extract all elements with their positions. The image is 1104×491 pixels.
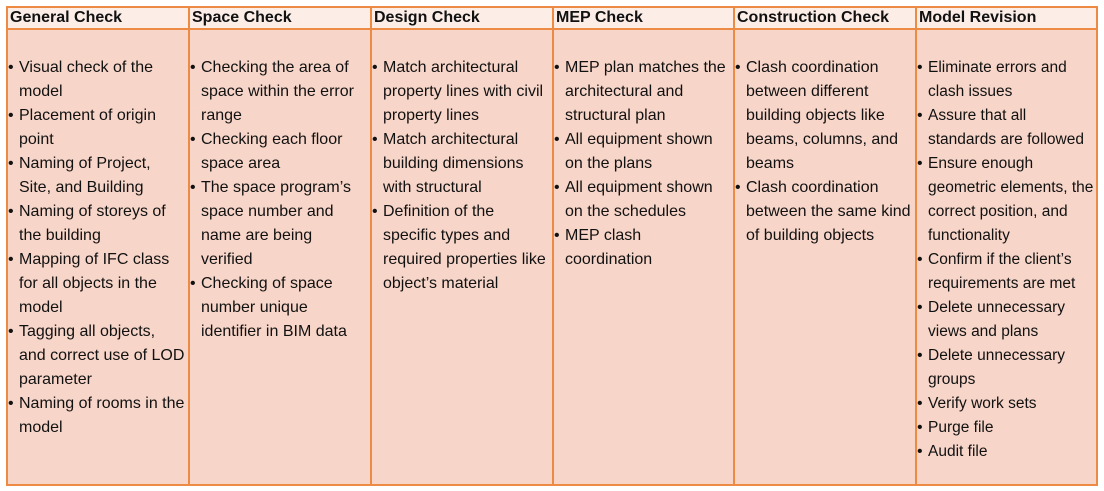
checklist-mep-check [554, 56, 731, 272]
checklist-item: • Match architectural building dimensions with structural [372, 128, 550, 200]
checklist-item: • Delete unnecessary groups [917, 344, 1094, 392]
checklist-item: • Audit file [917, 440, 1094, 464]
column-header-design-check: Design Check [372, 8, 552, 30]
checklist-item: • Eliminate errors and clash issues [917, 56, 1094, 104]
column-space-check [190, 8, 372, 484]
checklist-general-check [8, 56, 186, 440]
column-body-design-check [372, 30, 552, 484]
column-mep-check [554, 8, 735, 484]
checklist-item: • Ensure enough geometric elements, the correct position, and functionality [917, 152, 1094, 248]
column-body-construction-check [735, 30, 915, 484]
checklist-item: • Checking the area of space within the error range [190, 56, 368, 128]
checklist-item: • Definition of the specific types and required properties like object’s material [372, 200, 550, 296]
column-body-space-check [190, 30, 370, 484]
checklist-item: • Clash coordination between the same kind of building objects [735, 176, 913, 248]
check-table [6, 6, 1098, 486]
checklist-item: • All equipment shown on the plans [554, 128, 731, 176]
column-general-check [8, 8, 190, 484]
checklist-item: • Placement of origin point [8, 104, 186, 152]
column-header-general-check: General Check [8, 8, 188, 30]
checklist-item: • Checking of space number unique identifier in BIM data [190, 272, 368, 344]
column-construction-check [735, 8, 917, 484]
checklist-item: • The space program’s space number and name are being verified [190, 176, 368, 272]
checklist-item: • Match architectural property lines with civil property lines [372, 56, 550, 128]
checklist-item: • Mapping of IFC class for all objects in the model [8, 248, 186, 320]
column-header-construction-check: Construction Check [735, 8, 915, 30]
checklist-item: • Purge file [917, 416, 1094, 440]
column-body-model-revision [917, 30, 1096, 484]
checklist-item: • Naming of Project, Site, and Building [8, 152, 186, 200]
checklist-model-revision [917, 56, 1094, 464]
column-header-space-check: Space Check [190, 8, 370, 30]
checklist-construction-check [735, 56, 913, 248]
column-body-mep-check [554, 30, 733, 484]
checklist-item: • Verify work sets [917, 392, 1094, 416]
column-header-model-revision: Model Revision [917, 8, 1096, 30]
checklist-item: • Delete unnecessary views and plans [917, 296, 1094, 344]
checklist-design-check [372, 56, 550, 296]
checklist-item: • Assure that all standards are followed [917, 104, 1094, 152]
column-header-mep-check: MEP Check [554, 8, 733, 30]
checklist-item: • MEP plan matches the architectural and structural plan [554, 56, 731, 128]
checklist-item: • Checking each floor space area [190, 128, 368, 176]
checklist-item: • Visual check of the model [8, 56, 186, 104]
column-model-revision [917, 8, 1096, 484]
column-design-check [372, 8, 554, 484]
checklist-item: • All equipment shown on the schedules [554, 176, 731, 224]
checklist-item: • Clash coordination between different building objects like beams, columns, and beams [735, 56, 913, 176]
checklist-space-check [190, 56, 368, 344]
column-body-general-check [8, 30, 188, 484]
checklist-item: • Tagging all objects, and correct use of LOD parameter [8, 320, 186, 392]
checklist-item: • Naming of rooms in the model [8, 392, 186, 440]
checklist-item: • Confirm if the client’s requirements are met [917, 248, 1094, 296]
checklist-item: • Naming of storeys of the building [8, 200, 186, 248]
checklist-item: • MEP clash coordination [554, 224, 731, 272]
